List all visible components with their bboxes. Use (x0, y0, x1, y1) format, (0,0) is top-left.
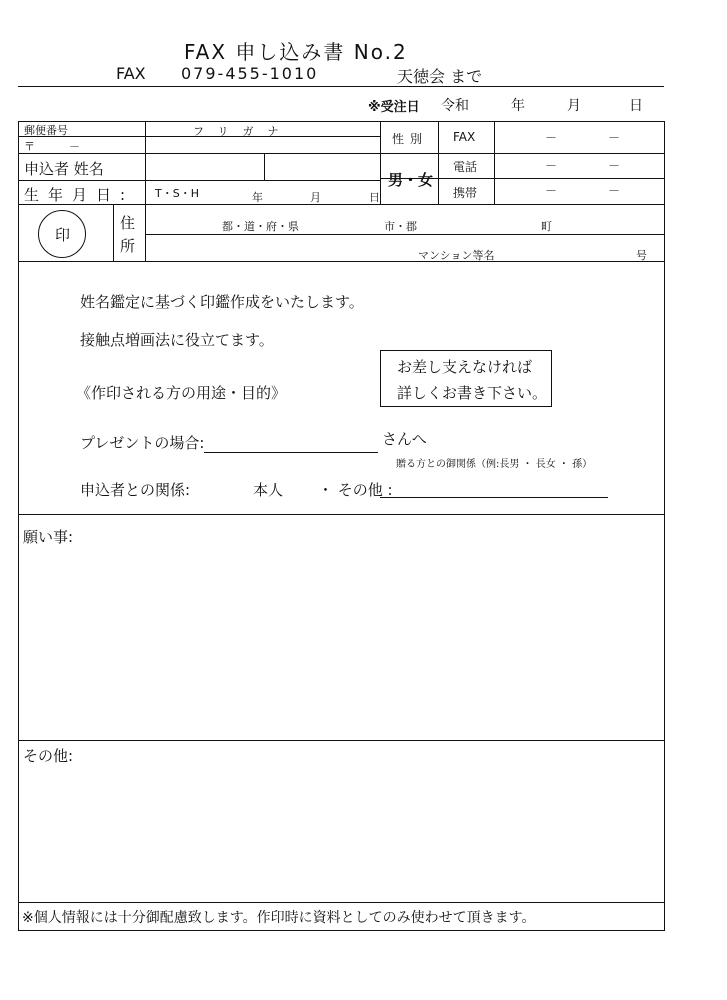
privacy-notice: ※個人情報には十分御配慮致します。作印時に資料としてのみ使わせて頂きます。 (22, 910, 536, 926)
address-input[interactable] (148, 208, 661, 226)
purpose-heading: 《作印される方の用途・目的》 (76, 384, 287, 402)
present-recipient-input[interactable] (204, 434, 378, 453)
fax-number: 079-455-1010 (181, 64, 319, 83)
seal-label: 印 (55, 226, 71, 244)
applicant-name-label: 申込者 姓名 (24, 160, 104, 178)
fax-dash-2: － (608, 131, 621, 145)
applicant-surname-input[interactable] (148, 158, 260, 176)
relation-label: 申込者との関係: (80, 481, 191, 499)
fax-input[interactable] (497, 127, 661, 145)
birth-era-options[interactable]: T・S・H (155, 187, 199, 200)
birth-month-label: 月 (310, 191, 321, 204)
wish-textarea[interactable] (22, 548, 660, 736)
prefecture-label: 都・道・府・県 (222, 220, 299, 233)
fax-field-label: FAX (453, 130, 476, 144)
fax-label: FAX (116, 64, 146, 83)
city-label: 市・郡 (384, 220, 417, 233)
postal-mark: 〒 (24, 140, 35, 153)
phone-input[interactable] (497, 156, 661, 174)
order-date-era: 令和 (441, 98, 469, 114)
furigana-label: フリガナ (193, 125, 293, 138)
postal-code-input[interactable] (82, 137, 142, 155)
form-title: FAX 申し込み書 No.2 (184, 40, 408, 64)
room-number-label: 号 (636, 249, 647, 262)
town-label: 町 (541, 220, 552, 233)
postal-dash: － (69, 140, 80, 153)
gender-label: 性別 (392, 132, 429, 146)
order-date-day: 日 (629, 98, 643, 114)
phone-dash-1: － (545, 159, 558, 173)
order-date-year: 年 (511, 98, 525, 114)
relation-self-option[interactable]: 本人 (253, 481, 284, 499)
header-rule (18, 86, 664, 87)
other-textarea[interactable] (22, 768, 660, 898)
phone-label: 電話 (453, 160, 478, 174)
mobile-input[interactable] (497, 182, 661, 200)
present-note: 贈る方との御関係（例:長男 ・ 長女 ・ 孫） (396, 459, 593, 470)
phone-dash-2: － (608, 159, 621, 173)
birth-day-label: 日 (369, 191, 380, 204)
address-label-2: 所 (120, 237, 136, 255)
birth-year-label: 年 (252, 191, 263, 204)
postal-code-label: 郵便番号 (24, 124, 68, 137)
present-suffix: さんへ (382, 430, 427, 448)
birth-date-label: 生年月日: (24, 186, 135, 204)
purpose-note-line-2: 詳しくお書き下さい。 (397, 384, 548, 402)
intro-line-2: 接触点増画法に役立てます。 (80, 331, 274, 349)
address-building-input[interactable] (148, 238, 661, 256)
address-label-1: 住 (120, 214, 136, 232)
order-date-month: 月 (567, 98, 581, 114)
wish-label: 願い事: (23, 528, 74, 546)
order-date-label: ※受注日 (368, 100, 420, 115)
fax-dash-1: － (545, 131, 558, 145)
mansion-label: マンション等名 (418, 249, 495, 262)
purpose-note-line-1: お差し支えなければ (397, 358, 533, 376)
fax-recipient: 天徳会 まで (397, 67, 483, 86)
relation-other-input[interactable] (380, 479, 608, 498)
other-label: その他: (23, 747, 74, 765)
gender-options[interactable]: 男・女 (388, 171, 434, 189)
mobile-dash-2: － (608, 184, 621, 198)
furigana-input[interactable] (148, 137, 376, 155)
relation-other-option[interactable]: ・ その他 : (318, 481, 393, 499)
mobile-label: 携帯 (453, 186, 478, 200)
mobile-dash-1: － (545, 184, 558, 198)
applicant-given-name-input[interactable] (268, 158, 376, 176)
present-label: プレゼントの場合: (80, 434, 205, 452)
intro-line-1: 姓名鑑定に基づく印鑑作成をいたします。 (80, 293, 364, 311)
